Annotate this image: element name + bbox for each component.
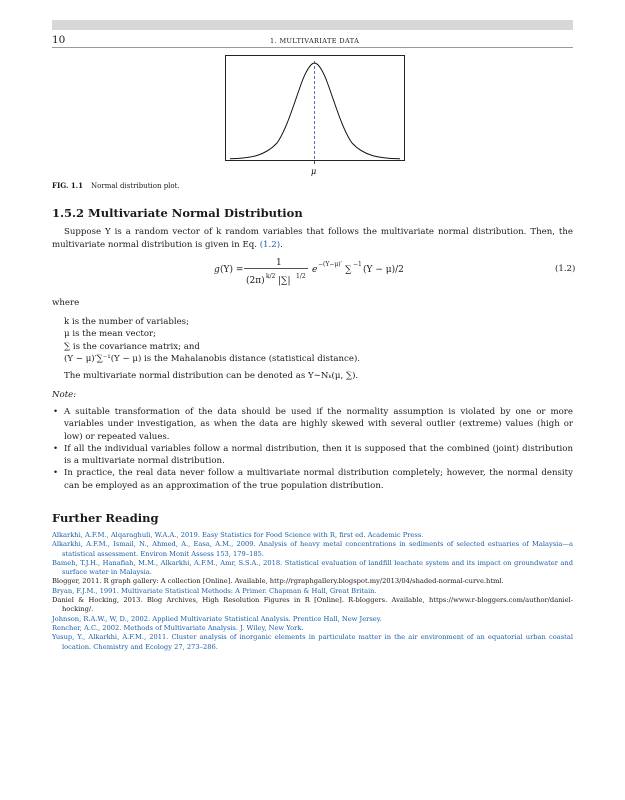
reference-item[interactable]: Blogger, 2011. R graph gallery: A collection [Online]. Available, http://rgraphgallery.blogspot.my/2013/04/shaded-normal-curve.html. bbox=[52, 577, 504, 586]
bullet-item: • If all the individual variables follow a normal distribution, then it is supposed that the combined (joint) distribution is a multivariate normal distribution. bbox=[52, 443, 573, 468]
figure-caption-text: Normal distribution plot. bbox=[91, 182, 180, 190]
definition-item: k is the number of variables; bbox=[64, 317, 189, 327]
page-number: 10 bbox=[52, 34, 66, 46]
definition-item: ∑ is the covariance matrix; and bbox=[64, 341, 200, 352]
svg-text:−(Y−μ)′: −(Y−μ)′ bbox=[318, 261, 342, 268]
normal-curve bbox=[230, 63, 400, 159]
figure-caption-label: FIG. 1.1 bbox=[52, 181, 84, 190]
definitions-list bbox=[64, 316, 360, 366]
intro-text: Suppose Y is a random vector of k random variables that follows the multivariate normal distribution. Then, the multivariate normal distribution is given in Eq. bbox=[52, 227, 573, 250]
plot-frame bbox=[226, 56, 405, 161]
denoted-line: The multivariate normal distribution can be denoted as Y∼Nₖ(μ, ∑). bbox=[64, 371, 359, 381]
further-reading-title: Further Reading bbox=[52, 511, 159, 525]
intro-paragraph bbox=[52, 226, 573, 251]
reference-item[interactable]: Alkarkhi, A.F.M., Ismail, N., Ahmed, A., Easa, A.M., 2009. Analysis of heavy metal concentrations in sediments of selected estuaries of Malaysia—a statistical assessment. Environ Monit Assess 153, 179–185. bbox=[52, 540, 573, 558]
figure-caption bbox=[52, 181, 180, 190]
svg-text:(Y − μ)/2: (Y − μ)/2 bbox=[363, 265, 404, 275]
svg-text:(Y) =: (Y) = bbox=[220, 265, 244, 275]
normal-distribution-figure bbox=[225, 55, 405, 177]
reference-item[interactable]: Yusup, Y., Alkarkhi, A.F.M., 2011. Cluster analysis of inorganic elements in particulate matter in the air environment of an equatorial urban coastal location. Chemistry and Ecology 27, 273–286. bbox=[52, 633, 573, 651]
top-bar bbox=[52, 20, 573, 30]
reference-item[interactable]: Alkarkhi, A.F.M., Alqaraghuli, W.A.A., 2019. Easy Statistics for Food Science with R, first ed. Academic Press. bbox=[52, 531, 424, 539]
svg-text:∑: ∑ bbox=[345, 265, 352, 275]
reference-item[interactable]: Rencher, A.C., 2002. Methods of Multivariate Analysis. J. Wiley, New York. bbox=[52, 623, 304, 632]
svg-text:k/2: k/2 bbox=[266, 273, 276, 280]
note-bullets bbox=[52, 406, 573, 492]
equation-number: (1.2) bbox=[555, 264, 576, 274]
svg-text:|∑|: |∑| bbox=[278, 276, 291, 286]
intro-end: . bbox=[280, 239, 283, 250]
running-head: 1. MULTIVARIATE DATA bbox=[270, 37, 360, 45]
definition-item: (Y − μ)′∑⁻¹(Y − μ) is the Mahalanobis distance (statistical distance). bbox=[64, 354, 361, 365]
bullet-item: • In practice, the real data never follow a multivariate normal distribution completely; however, the normal density can be employed as an approximation of the true population distribution. bbox=[52, 467, 573, 492]
equation-1-2 bbox=[200, 254, 440, 290]
svg-text:(2π): (2π) bbox=[246, 276, 265, 286]
bullet-item: • A suitable transformation of the data should be used if the normality assumption is violated by one or more variables under investigation, as when the data are highly skewed with several outlier (extreme) values (high or low) or repeated values. bbox=[52, 406, 573, 443]
section-title: 1.5.2 Multivariate Normal Distribution bbox=[52, 206, 303, 220]
svg-text:1: 1 bbox=[276, 258, 282, 268]
header-rule bbox=[52, 47, 573, 48]
reference-item[interactable]: Bryan, F.J.M., 1991. Multivariate Statistical Methods: A Primer. Chapman & Hall, Great Britain. bbox=[52, 586, 377, 595]
svg-text:−1: −1 bbox=[353, 261, 362, 268]
mean-axis-label: μ bbox=[311, 167, 317, 176]
reference-item[interactable]: Johnson, R.A.W., W, D., 2002. Applied Multivariate Statistical Analysis. Prentice Hall, New Jersey. bbox=[52, 614, 382, 623]
definition-item: μ is the mean vector; bbox=[64, 329, 157, 340]
svg-text:e: e bbox=[312, 265, 318, 275]
svg-text:g: g bbox=[214, 265, 220, 275]
equation-link[interactable]: (1.2) bbox=[259, 239, 281, 250]
reference-item[interactable]: Bameh, T.J.H., Hanafiah, M.M., Alkarkhi, A.F.M., Amr, S.S.A., 2018. Statistical evaluation of landfill leachate system and its impact on groundwater and surface water in Malaysia. bbox=[52, 558, 573, 577]
reference-item[interactable]: Daniel & Hocking, 2013. Blog Archives, High Resolution Figures in R [Online]. R-bloggers. Available, https://www.r-bloggers.com/author/daniel-hocking/. bbox=[52, 596, 573, 614]
reference-list bbox=[52, 531, 573, 652]
svg-text:1/2: 1/2 bbox=[296, 273, 306, 280]
note-label: Note: bbox=[52, 390, 77, 400]
where-label: where bbox=[52, 298, 80, 308]
